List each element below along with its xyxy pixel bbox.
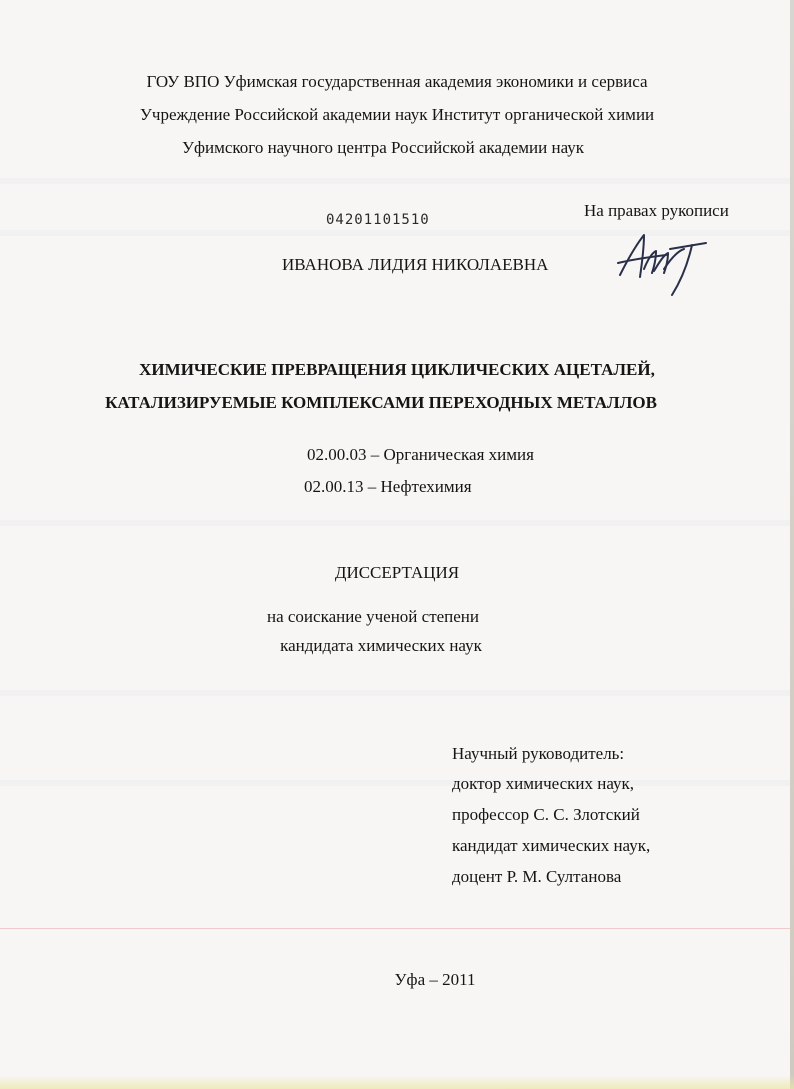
manuscript-rights: На правах рукописи — [584, 201, 729, 220]
scan-artifact — [0, 690, 794, 696]
supervisor-line: доцент Р. М. Султанова — [452, 867, 622, 886]
scan-artifact — [0, 780, 794, 786]
header-line-2: Учреждение Российской академии наук Институт органической химии — [139, 105, 655, 124]
document-type: ДИССЕРТАЦИЯ — [334, 563, 460, 582]
scan-artifact — [0, 520, 794, 526]
header-line-1: ГОУ ВПО Уфимская государственная академия экономики и сервиса — [146, 72, 648, 91]
page-bottom-edge — [0, 1075, 794, 1089]
supervisor-line: кандидат химических наук, — [452, 836, 651, 855]
supervisor-heading: Научный руководитель: — [452, 744, 625, 763]
header-line-3: Уфимского научного центра Российской академии наук — [181, 138, 585, 157]
registration-number: 04201101510 — [326, 212, 430, 228]
title-line-1: ХИМИЧЕСКИЕ ПРЕВРАЩЕНИЯ ЦИКЛИЧЕСКИХ АЦЕТАЛЕЙ, — [139, 360, 655, 379]
author-name: ИВАНОВА ЛИДИЯ НИКОЛАЕВНА — [282, 255, 549, 274]
page-edge — [790, 0, 794, 1089]
city-year: Уфа – 2011 — [394, 970, 476, 989]
scan-artifact-line — [0, 928, 794, 929]
specialty-1: 02.00.03 – Органическая химия — [307, 445, 534, 464]
title-line-2: КАТАЛИЗИРУЕМЫЕ КОМПЛЕКСАМИ ПЕРЕХОДНЫХ МЕТАЛЛОВ — [105, 393, 657, 412]
signature-icon — [614, 229, 710, 299]
supervisor-line: доктор химических наук, — [452, 774, 635, 793]
specialty-2: 02.00.13 – Нефтехимия — [304, 477, 472, 496]
scan-artifact — [0, 178, 794, 184]
degree-line-1: на соискание ученой степени — [266, 607, 480, 626]
degree-line-2: кандидата химических наук — [280, 636, 482, 655]
supervisor-line: профессор С. С. Злотский — [452, 805, 640, 824]
